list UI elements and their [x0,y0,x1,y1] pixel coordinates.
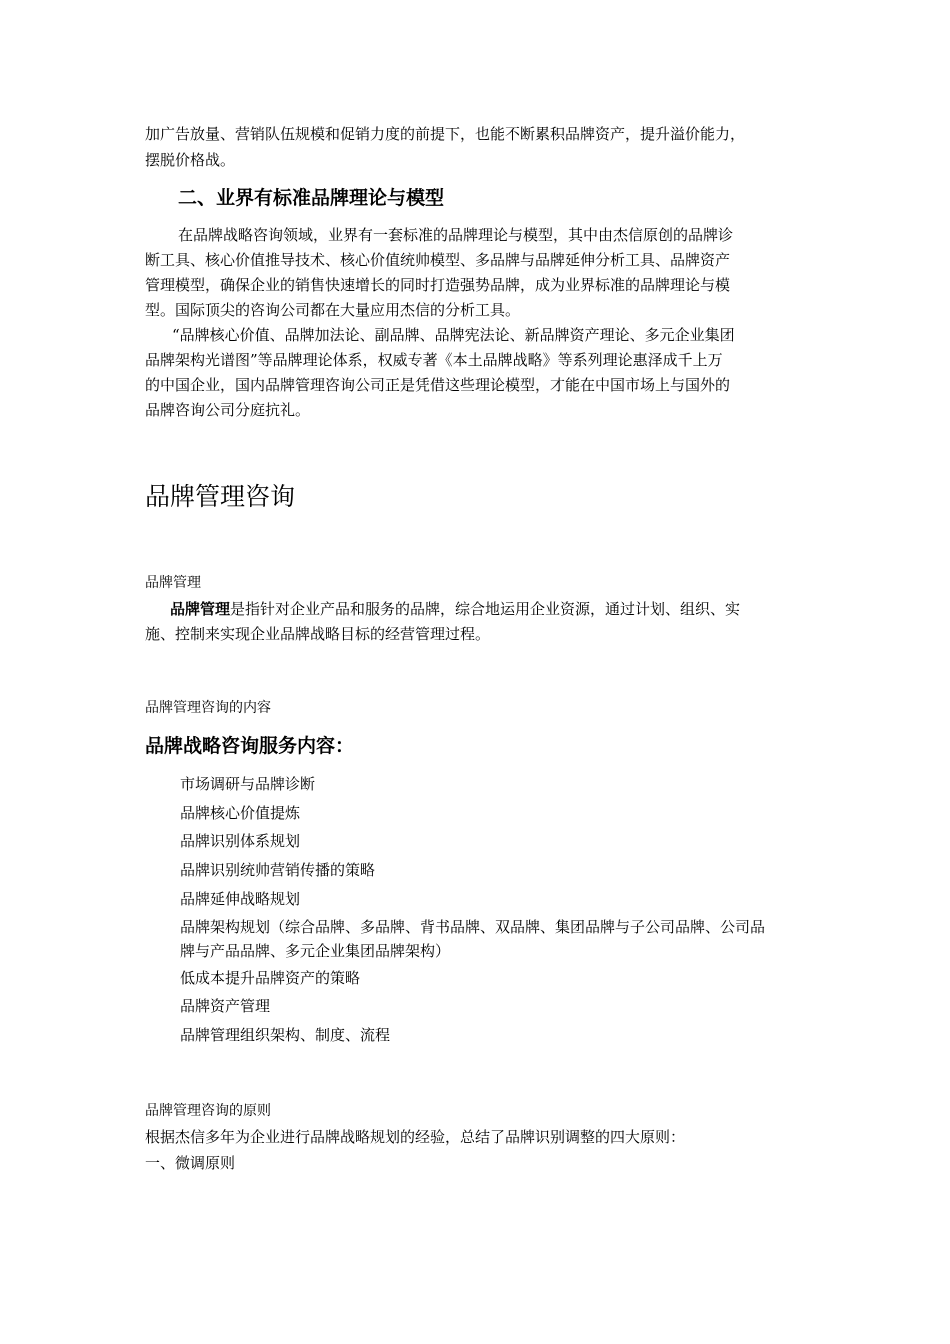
brand-mgmt-def-rest: 是指针对企业产品和服务的品牌，综合地运用企业资源，通过计划、组织、实 [230,600,741,618]
section2-para1-line-3: 管理模型，确保企业的销售快速增长的同时打造强势品牌，成为业界标准的品牌理论与模 [145,276,731,294]
brand-mgmt-label: 品牌管理 [145,575,201,591]
section2-para2-line-3: 的中国企业，国内品牌管理咨询公司正是凭借这些理论模型，才能在中国市场上与国外的 [145,376,731,394]
service-item-continued: 牌与产品品牌、多元企业集团品牌架构） [180,942,451,960]
services-heading: 品牌战略咨询服务内容： [145,735,355,757]
content-label: 品牌管理咨询的内容 [145,700,271,716]
main-title: 品牌管理咨询 [145,482,296,511]
section2-para1-line-2: 断工具、核心价值推导技术、核心价值统帅模型、多品牌与品牌延伸分析工具、品牌资产 [145,251,731,269]
principle-first: 一、微调原则 [145,1154,236,1172]
service-item: 品牌识别体系规划 [180,832,301,850]
intro-line-2: 摆脱价格战。 [145,151,236,169]
section2-para2-line-1: “品牌核心价值、品牌加法论、副品牌、品牌宪法论、新品牌资产理论、多元企业集团 [172,326,735,344]
intro-line-1: 加广告放量、营销队伍规模和促销力度的前提下，也能不断累积品牌资产，提升溢价能力， [145,125,746,143]
service-item: 品牌核心价值提炼 [180,804,301,822]
service-item: 市场调研与品牌诊断 [180,775,316,793]
service-item: 品牌识别统帅营销传播的策略 [180,861,376,879]
brand-mgmt-definition-line-2: 施、控制来实现企业品牌战略目标的经营管理过程。 [145,625,491,643]
section2-para2-line-2: 品牌架构光谱图”等品牌理论体系，权威专著《本土品牌战略》等系列理论惠泽成千上万 [145,351,723,369]
service-item: 品牌延伸战略规划 [180,890,301,908]
section-heading-standard-theory: 二、业界有标准品牌理论与模型 [178,187,445,209]
brand-mgmt-definition-line-1 [170,597,740,621]
section2-para1-line-1: 在品牌战略咨询领域，业界有一套标准的品牌理论与模型，其中由杰信原创的品牌诊 [178,226,734,244]
service-item: 品牌管理组织架构、制度、流程 [180,1026,391,1044]
section2-para2-line-4: 品牌咨询公司分庭抗礼。 [145,401,311,419]
principles-label: 品牌管理咨询的原则 [145,1103,271,1119]
service-item: 品牌架构规划（综合品牌、多品牌、背书品牌、双品牌、集团品牌与子公司品牌、公司品 [180,918,766,936]
section2-para1-line-4: 型。国际顶尖的咨询公司都在大量应用杰信的分析工具。 [145,301,521,319]
brand-mgmt-term: 品牌管理 [170,600,231,618]
service-item: 低成本提升品牌资产的策略 [180,969,361,987]
service-item: 品牌资产管理 [180,997,271,1015]
principles-intro: 根据杰信多年为企业进行品牌战略规划的经验，总结了品牌识别调整的四大原则： [145,1128,686,1146]
